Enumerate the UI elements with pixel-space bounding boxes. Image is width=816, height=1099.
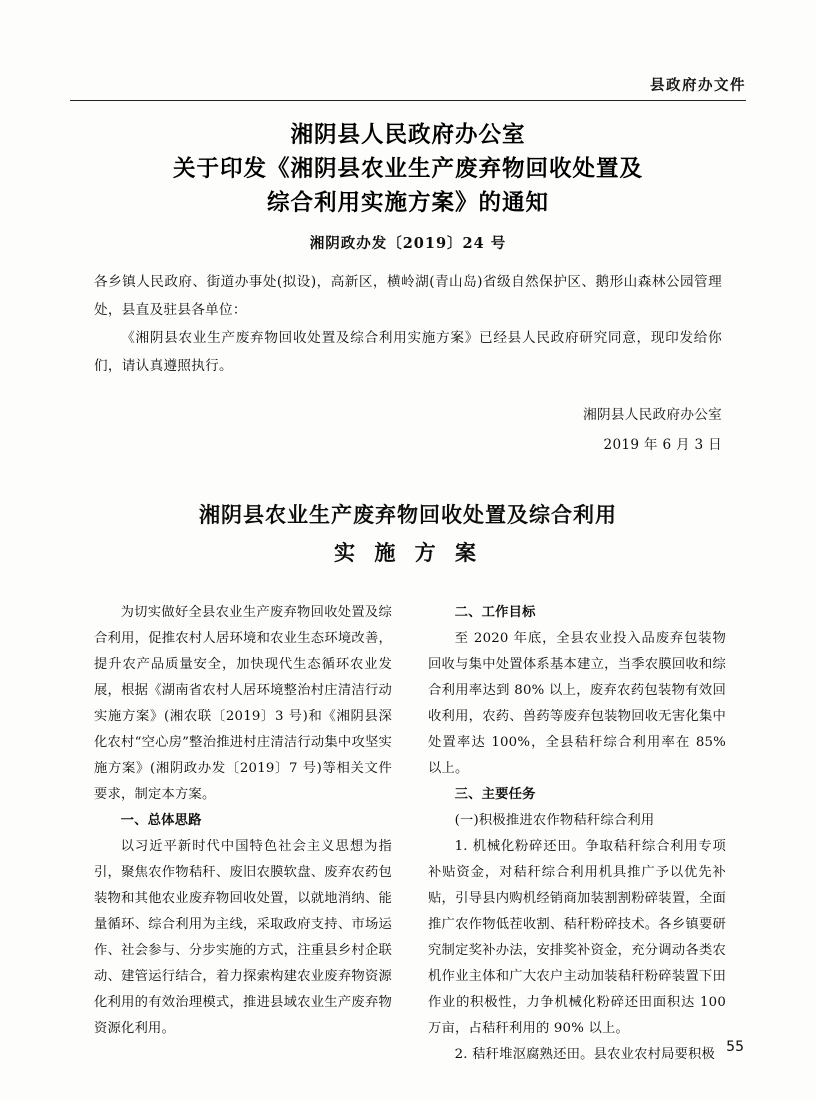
section-heading: 三、主要任务 [454, 787, 536, 802]
plan-title [70, 496, 746, 572]
paragraph: 至 2020 年底，全县农业投入品废弃包装物回收与集中处置体系基本建立，当季农膜回收和综合利用率达到 80% 以上，废弃农药包装物有效回收利用，农药、兽药等废弃包装物回收无害化集中处置率达 100%，全县秸秆综合利用率在 85% 以上。 [428, 631, 726, 776]
page-number: 55 [726, 1039, 744, 1055]
document-title-line-2: 关于印发《湘阴县农业生产废弃物回收处置及 [172, 156, 643, 182]
document-title-line-3: 综合利用实施方案》的通知 [266, 190, 549, 216]
signature-block [94, 400, 722, 460]
subsection-heading: (一)积极推进农作物秸秆综合利用 [454, 813, 655, 828]
upper-body [94, 268, 722, 380]
paragraph: 2. 秸秆堆沤腐熟还田。县农业农村局要积极 [454, 1047, 716, 1062]
recipients-line: 各乡镇人民政府、街道办事处(拟设)，高新区，横岭湖(青山岛)省级自然保护区、鹅形山森林公园管理处，县直及驻县各单位： [94, 274, 722, 318]
paragraph: 1. 机械化粉碎还田。争取秸秆综合利用专项补贴资金，对秸秆综合利用机具推广予以优先补贴，引导县内购机经销商加装割割粉碎装置，全面推广农作物低茬收割、秸秆粉碎技术。各乡镇要研究制定奖补办法，安排奖补资金，充分调动各类农机作业主体和广大农户主动加装秸秆粉碎装置下田作业的积极性，力争机械化粉碎还田面积达 100 万亩，占秸秆利用的 90% 以上。 [428, 839, 726, 1036]
left-column [94, 600, 392, 1036]
plan-title-line-2: 实 施 方 案 [334, 540, 482, 565]
signature-date: 2019 年 6 月 3 日 [603, 437, 722, 453]
section-heading: 二、工作目标 [454, 605, 536, 620]
document-title [70, 118, 746, 220]
body-columns [94, 600, 726, 1062]
header-divider [70, 100, 746, 101]
paragraph: 为切实做好全县农业生产废弃物回收处置及综合利用，促推农村人居环境和农业生态环境改善，提升农产品质量安全，加快现代生态循环农业发展，根据《湖南省农村人居环境整治村庄清洁行动实施方案》(湘农联〔2019〕3 号)和《湘阴县深化农村“空心房”整治推进村庄清洁行动集中攻坚实施方案》(湘阴政办发〔2019〕7 号)等相关文件要求，制定本方案。 [94, 605, 392, 802]
section-heading: 一、总体思路 [120, 813, 202, 828]
plan-title-line-1: 湘阴县农业生产废弃物回收处置及综合利用 [199, 502, 617, 527]
header-label: 县政府办文件 [650, 78, 746, 94]
document-number: 湘阴政办发〔2019〕24 号 [309, 235, 507, 252]
paragraph: 以习近平新时代中国特色社会主义思想为指引，聚焦农作物秸秆、废旧农膜软盘、废弃农药包装物和其他农业废弃物回收处置，以就地消纳、能量循环、综合利用为主线，采取政府支持、市场运作、社会参与、分步实施的方式，注重县乡村企联动、建管运行结合，着力探索构建农业废弃物资源化利用的有效治理模式，推进县域农业生产废弃物资源化利用。 [94, 839, 392, 1036]
page-header [70, 74, 746, 95]
right-column [428, 600, 726, 1062]
document-title-line-1: 湘阴县人民政府办公室 [290, 122, 526, 148]
notice-paragraph: 《湘阴县农业生产废弃物回收处置及综合利用实施方案》已经县人民政府研究同意，现印发给你们，请认真遵照执行。 [94, 330, 722, 374]
signature-organization: 湘阴县人民政府办公室 [583, 407, 722, 423]
